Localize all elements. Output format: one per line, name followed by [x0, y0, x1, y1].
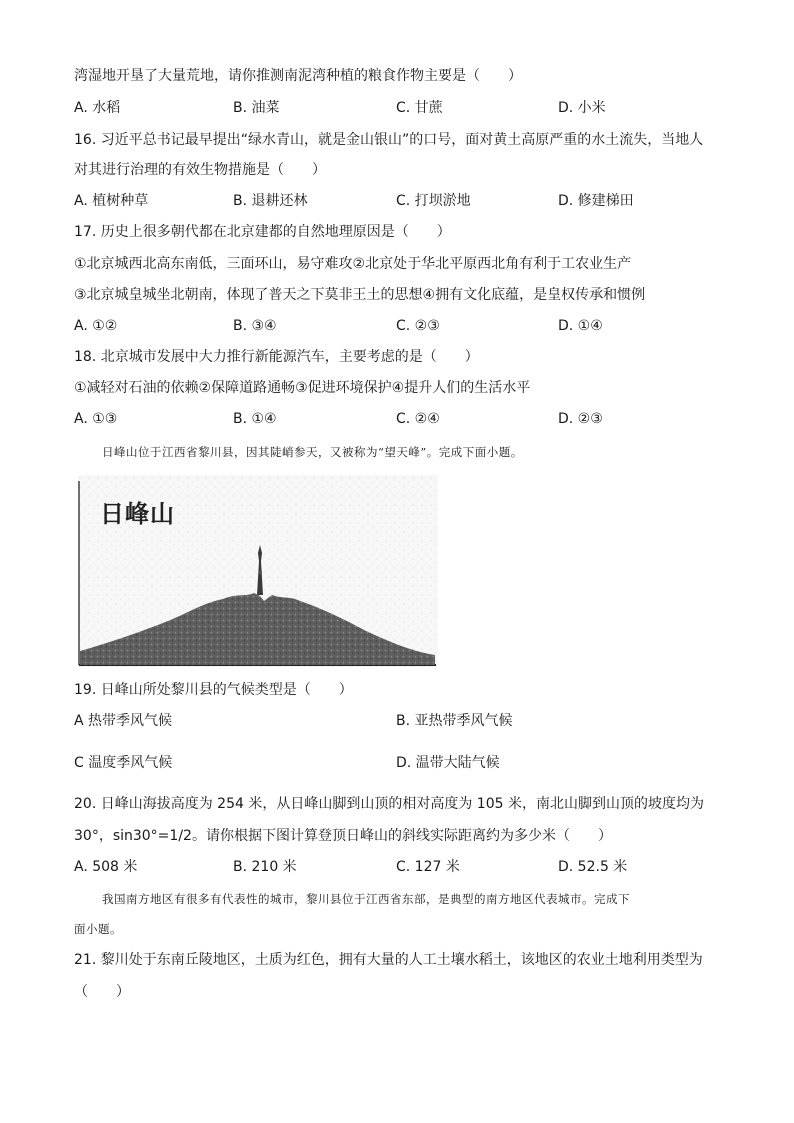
q21-stem-line2: （ ） [74, 984, 130, 1000]
q19-option-b: B. 亚热带季风气候 [396, 713, 513, 729]
q21-stem-line1: 21. 黎川处于东南丘陵地区，土质为红色，拥有大量的人工土壤水稻土，该地区的农业土地利用类型为 [74, 952, 703, 968]
q18-statement: ①减轻对石油的依赖②保障道路通畅③促进环境保护④提升人们的生活水平 [74, 380, 531, 396]
q20-option-d: D. 52.5 米 [558, 859, 628, 875]
q19-option-c: C 温度季风气候 [74, 755, 173, 771]
q20-option-c: C. 127 米 [396, 859, 460, 875]
q16-option-c: C. 打坝淤地 [396, 193, 471, 209]
q19-option-d: D. 温带大陆气候 [396, 755, 500, 771]
passage-intro-lichuan-line2: 面小题。 [74, 922, 122, 936]
figure-title: 日峰山 [100, 500, 175, 528]
q17-option-a: A. ①② [74, 318, 118, 334]
q20-option-a: A. 508 米 [74, 859, 138, 875]
q20-stem-line2: 30°，sin30°=1/2。请你根据下图计算登顶日峰山的斜线实际距离约为多少米（ ） [74, 828, 612, 844]
q18-option-a: A. ①③ [74, 411, 118, 427]
q19-option-a: A 热带季风气候 [74, 713, 173, 729]
q19-stem: 19. 日峰山所处黎川县的气候类型是（ ） [74, 682, 353, 698]
tower-detail [259, 571, 262, 574]
q16-stem-line1: 16. 习近平总书记最早提出“绿水青山，就是金山银山”的口号，面对黄土高原严重的水土流失，当地人 [74, 132, 704, 148]
q18-option-b: B. ①④ [233, 411, 277, 427]
q17-stem-line1: 17. 历史上很多朝代都在北京建都的自然地理原因是（ ） [74, 224, 451, 240]
q16-option-a: A. 植树种草 [74, 193, 149, 209]
q15-option-a: A. 水稻 [74, 100, 121, 116]
q18-option-d: D. ②③ [558, 411, 603, 427]
q18-stem-line1: 18. 北京城市发展中大力推行新能源汽车，主要考虑的是（ ） [74, 349, 479, 365]
q18-option-c: C. ②④ [396, 411, 440, 427]
q16-option-d: D. 修建梯田 [558, 193, 634, 209]
rifengshan-figure [78, 475, 438, 667]
q16-stem-line2: 对其进行治理的有效生物措施是（ ） [74, 162, 326, 178]
q17-statement-line2: ③北京城皇城坐北朝南，体现了普天之下莫非王土的思想④拥有文化底蕴，是皇权传承和惯例 [74, 287, 646, 303]
q15-option-c: C. 甘蔗 [396, 100, 443, 116]
q15-stem: 湾湿地开垦了大量荒地，请你推测南泥湾种植的粮食作物主要是（ ） [74, 68, 522, 84]
passage-intro-lichuan-line1: 我国南方地区有很多有代表性的城市，黎川县位于江西省东部，是典型的南方地区代表城市。完成下 [102, 892, 630, 906]
q17-option-b: B. ③④ [233, 318, 277, 334]
q16-option-b: B. 退耕还林 [233, 193, 308, 209]
q15-option-b: B. 油菜 [233, 100, 280, 116]
q15-option-d: D. 小米 [558, 100, 606, 116]
q20-option-b: B. 210 米 [233, 859, 297, 875]
q17-option-d: D. ①④ [558, 318, 603, 334]
passage-intro-rifengshan: 日峰山位于江西省黎川县，因其陡峭参天，又被称为“望天峰”。完成下面小题。 [102, 445, 523, 459]
q17-option-c: C. ②③ [396, 318, 440, 334]
q17-statement-line1: ①北京城西北高东南低，三面环山，易守难攻②北京处于华北平原西北角有利于工农业生产 [74, 256, 632, 272]
q20-stem-line1: 20. 日峰山海拔高度为 254 米，从日峰山脚到山顶的相对高度为 105 米，南北山脚到山顶的坡度均为 [74, 796, 704, 812]
